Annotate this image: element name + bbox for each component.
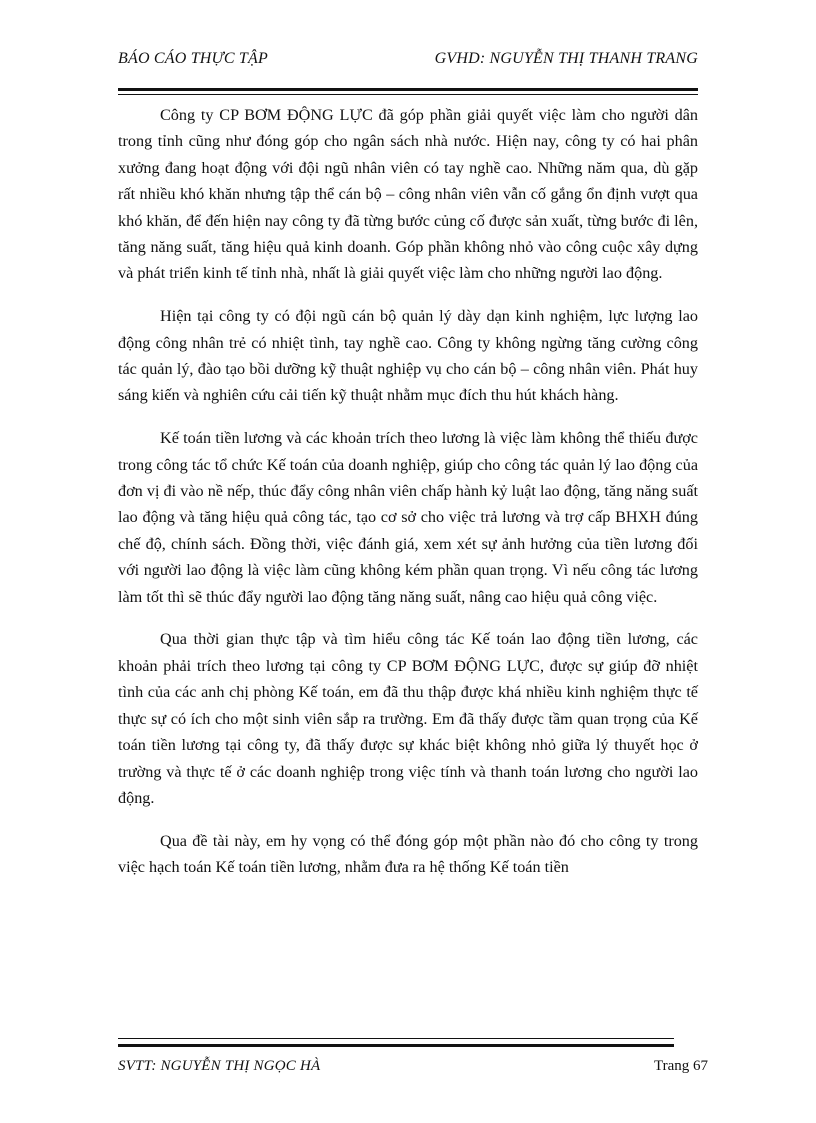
- supervisor-name: GVHD: NGUYỄN THỊ THANH TRANG: [434, 50, 698, 67]
- page-footer: [118, 1058, 708, 1082]
- footer-divider-thick: [118, 1044, 674, 1047]
- footer-divider-thin: [118, 1038, 674, 1039]
- paragraph-3: Kế toán tiền lương và các khoản trích theo lương là việc làm không thể thiếu được trong công tác tổ chức Kế toán của doanh nghiệp, giúp cho công tác quản lý lao động của đơn vị đi vào nề nếp, thúc đẩy công nhân viên chấp hành kỷ luật lao động, tăng năng suất lao động và tăng hiệu quả công tác, tạo cơ sở cho việc trả lương và trợ cấp BHXH đúng chế độ, chính sách. Đồng thời, việc đánh giá, xem xét sự ảnh hưởng của tiền lương đối với người lao động là việc làm cũng không kém phần quan trọng. Vì nếu công tác lương làm tốt thì sẽ thúc đẩy người lao động tăng năng suất, nâng cao hiệu quả công việc.: [118, 429, 698, 606]
- paragraph-5: Qua đề tài này, em hy vọng có thể đóng góp một phần nào đó cho công ty trong việc hạch toán Kế toán tiền lương, nhằm đưa ra hệ thống Kế toán tiền: [118, 831, 698, 877]
- page-header: [118, 50, 698, 80]
- paragraph-4: Qua thời gian thực tập và tìm hiểu công tác Kế toán lao động tiền lương, các khoản phải trích theo lương tại công ty CP BƠM ĐỘNG LỰC, được sự giúp đỡ nhiệt tình của các anh chị phòng Kế toán, em đã thu thập được khá nhiều kinh nghiệm thực tế thực sự có ích cho một sinh viên sắp ra trường. Em đã thấy được tầm quan trọng của Kế toán tiền lương tại công ty, đã thấy được sự khác biệt không nhỏ giữa lý thuyết học ở trường và thực tế ở các doanh nghiệp trong việc tính và thanh toán lương cho người lao động.: [118, 630, 698, 807]
- report-title: BÁO CÁO THỰC TẬP: [118, 50, 268, 67]
- header-divider-thick: [118, 88, 698, 91]
- page-number: Trang 67: [653, 1058, 708, 1074]
- paragraph-1: Công ty CP BƠM ĐỘNG LỰC đã góp phần giải quyết việc làm cho người dân trong tỉnh cũng như đóng góp cho ngân sách nhà nước. Hiện nay, công ty có hai phân xưởng đang hoạt động với đội ngũ nhân viên có tay nghề cao. Những năm qua, dù gặp rất nhiều khó khăn nhưng tập thể cán bộ – công nhân viên vẫn cố gắng ổn định vượt qua khó khăn, để đến hiện nay công ty đã từng bước củng cố được sản xuất, từng bước đi lên, tăng năng suất, tăng hiệu quả kinh doanh. Góp phần không nhỏ vào công cuộc xây dựng và phát triển kinh tế tỉnh nhà, nhất là giải quyết việc làm cho những người lao động.: [118, 106, 698, 283]
- paragraph-2: Hiện tại công ty có đội ngũ cán bộ quản lý dày dạn kinh nghiệm, lực lượng lao động công nhân trẻ có nhiệt tình, tay nghề cao. Công ty không ngừng tăng cường công tác quản lý, đào tạo bồi dưỡng kỹ thuật nghiệp vụ cho cán bộ – công nhân viên. Phát huy sáng kiến và nghiên cứu cải tiến kỹ thuật nhằm mục đích thu hút khách hàng.: [118, 307, 698, 405]
- body-text: [118, 102, 698, 897]
- student-name: SVTT: NGUYỄN THỊ NGỌC HÀ: [118, 1058, 321, 1074]
- header-divider-thin: [118, 94, 698, 95]
